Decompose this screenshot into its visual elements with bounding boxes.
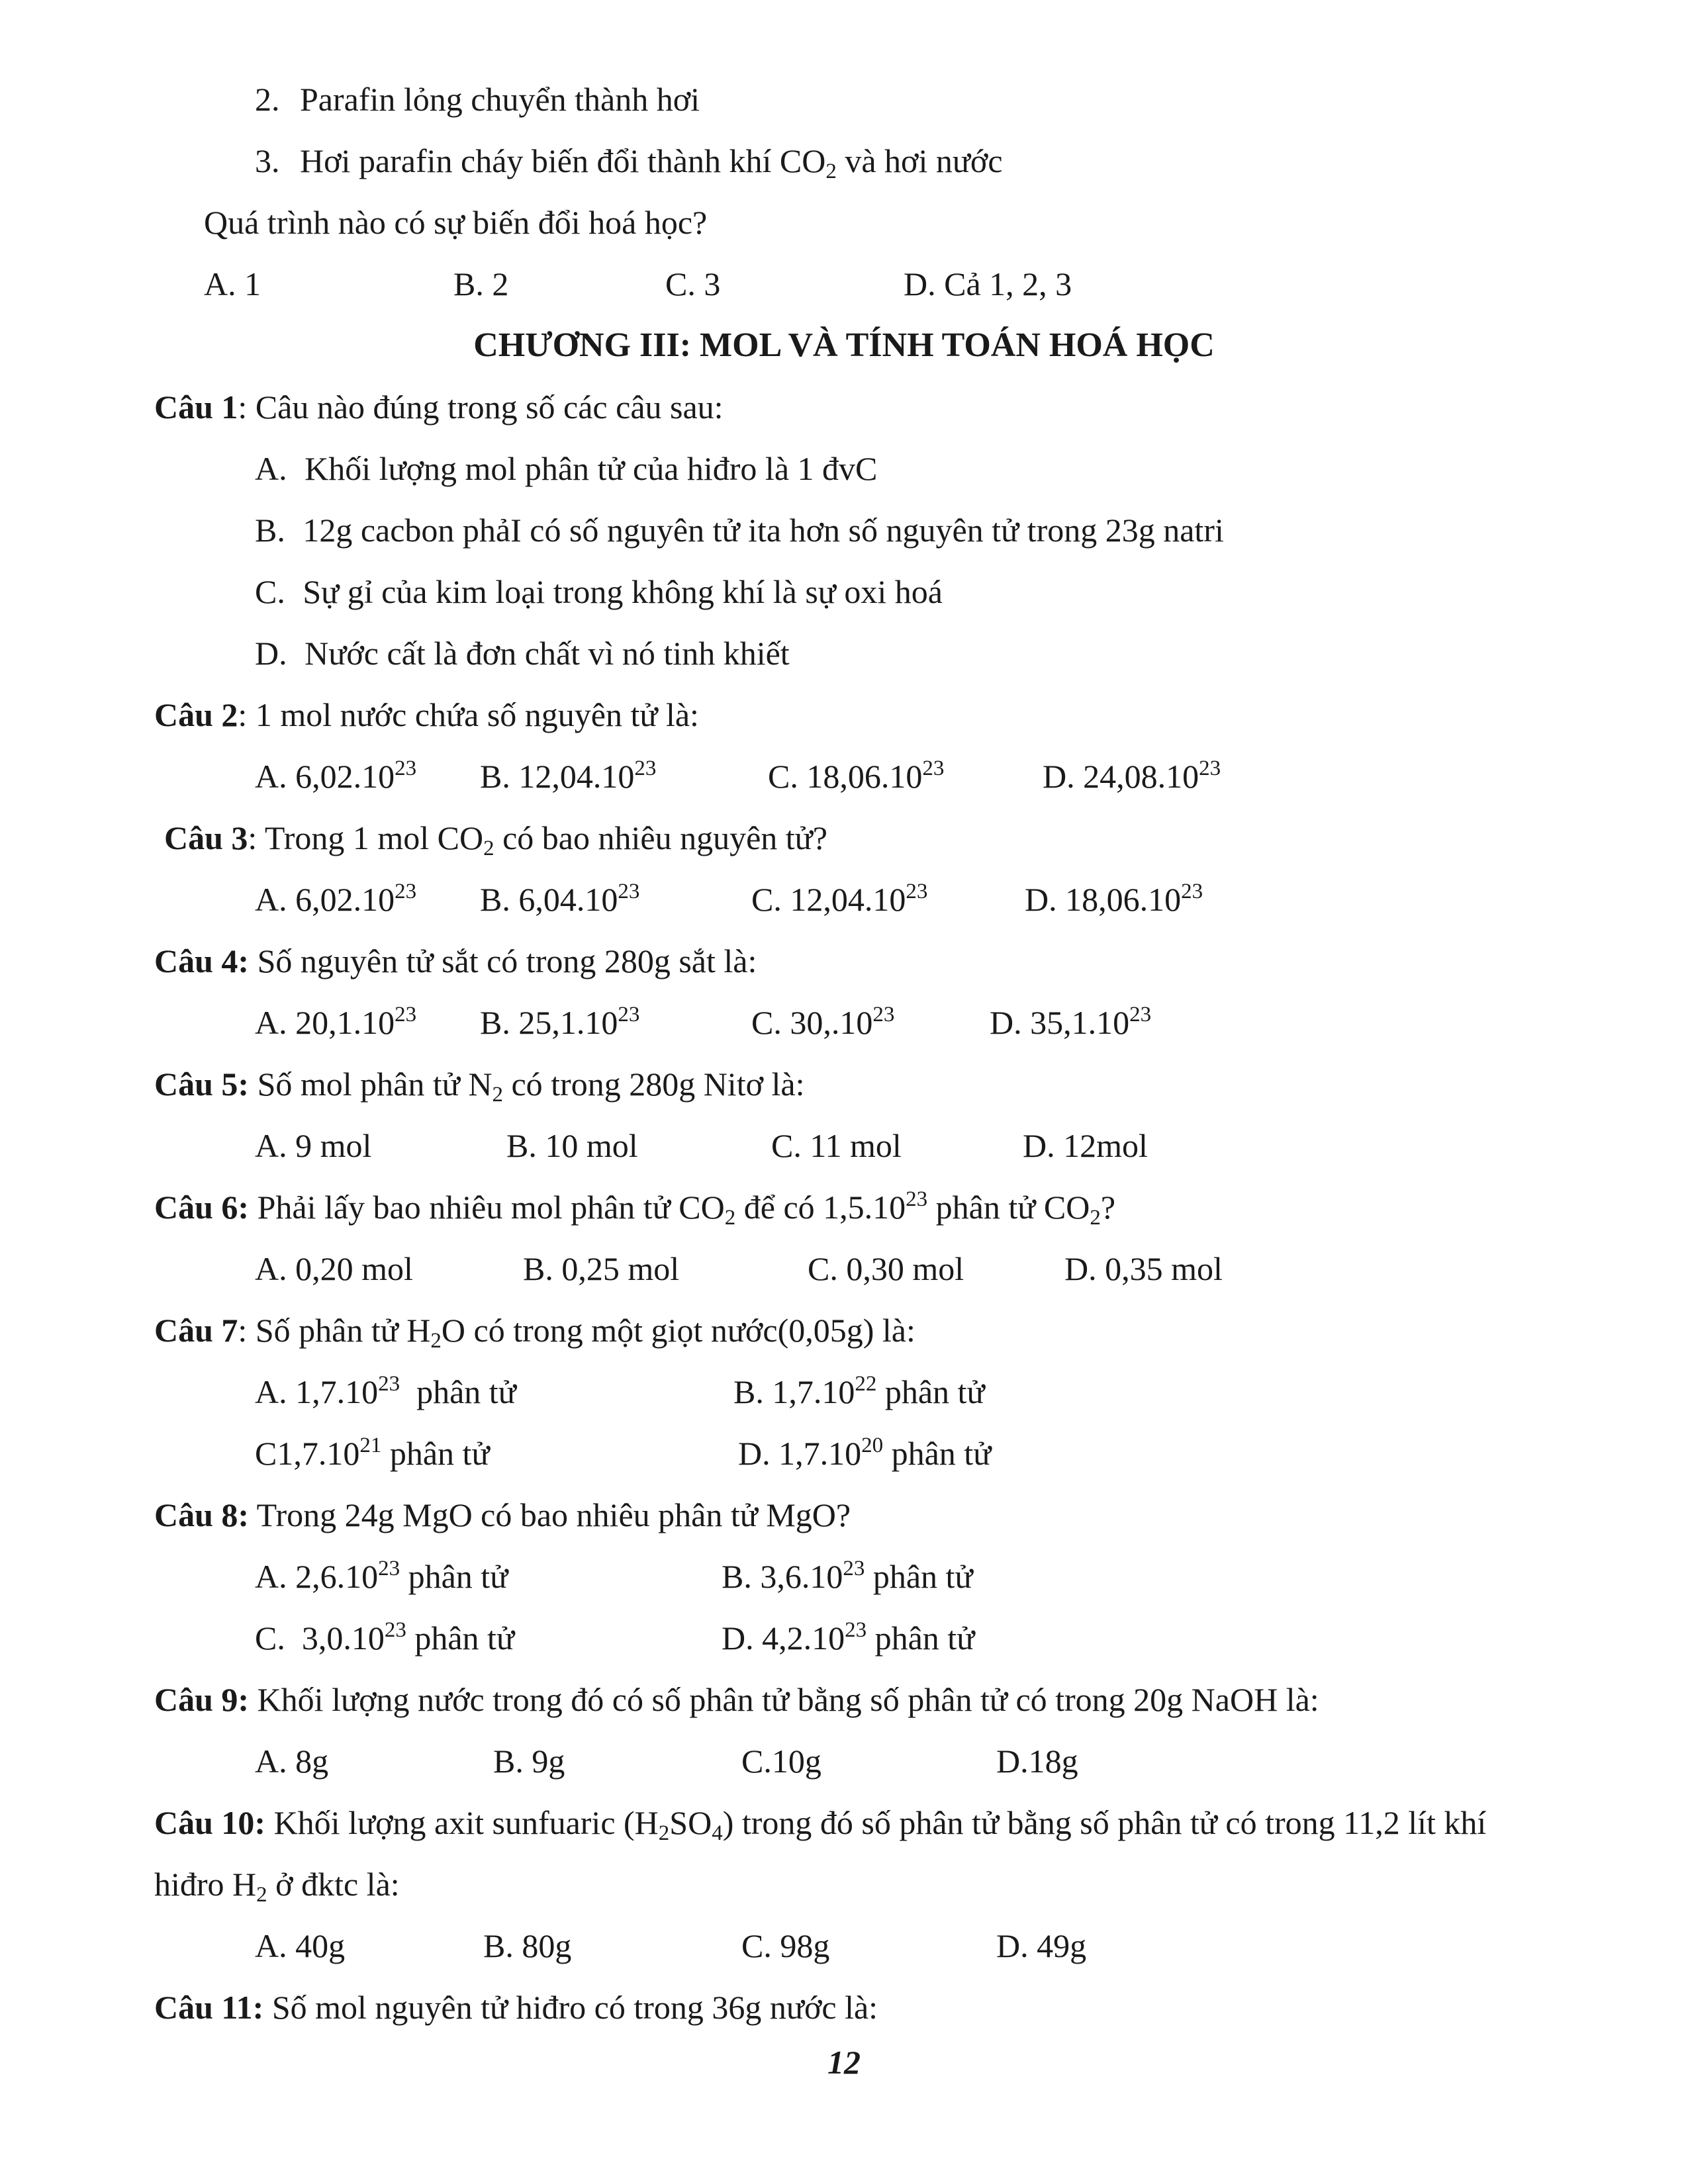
q3-option-d: D. 18,06.10$^{23}$ [1025,880,1203,918]
question-8: Câu 8: Trong 24g MgO có bao nhiêu phân tử MgO? [154,1496,851,1533]
q4-option-b: B. 25,1.10$^{23}$ [480,1003,640,1041]
q8-option-a: A. 2,6.10$^{23}$ phân tử [255,1557,508,1595]
q9-option-b: B. 9g [493,1743,565,1780]
q4-option-d: D. 35,1.10$^{23}$ [990,1003,1152,1041]
q3-option-a: A. 6,02.10$^{23}$ [255,880,417,918]
prev-option-d: D. Cả 1, 2, 3 [904,265,1072,302]
q2-option-b: B. 12,04.10$^{23}$ [480,756,657,795]
question-6: Câu 6: Phải lấy bao nhiêu mol phân tử $CO_2$ để có 1,5.10$^{23}$ phân tử $CO_2$? [154,1187,1116,1230]
q4-option-c: C. 30,.10$^{23}$ [751,1003,895,1041]
prev-item-3: 3. Hơi parafin cháy biến đổi thành khí $CO_2$ và hơi nước [255,142,1003,183]
q2-option-d: D. 24,08.10$^{23}$ [1043,756,1221,795]
q1-option-d: D. Nước cất là đơn chất vì nó tinh khiết [255,635,790,672]
question-5: Câu 5: Số mol phân tử $N_2$ có trong 280g Nitơ là: [154,1066,805,1107]
q1-option-c: C. Sự gỉ của kim loại trong không khí là sự oxi hoá [255,573,943,610]
q5-option-c: C. 11 mol [771,1127,902,1164]
q4-option-a: A. 20,1.10$^{23}$ [255,1003,417,1041]
q6-option-c: C. 0,30 mol [808,1250,964,1287]
question-1: Câu 1: Câu nào đúng trong số các câu sau: [154,388,724,426]
q7-option-b: B. 1,7.10$^{22}$ phân tử [733,1372,985,1410]
q2-option-a: A. 6,02.10$^{23}$ [255,756,417,795]
question-10: Câu 10: Khối lượng axit sunfuaric $(H_2SO_4)$ trong đó số phân tử bằng số phân tử có trong 11,2 lít khí [154,1804,1487,1845]
prev-option-a: A. 1 [204,265,261,302]
prev-question: Quá trình nào có sự biến đổi hoá học? [204,204,708,241]
q9-option-a: A. 8g [255,1743,329,1780]
prev-option-b: B. 2 [453,265,509,302]
chapter-title: CHƯƠNG III: MOL VÀ TÍNH TOÁN HOÁ HỌC [473,326,1215,364]
q10-option-c: C. 98g [741,1927,830,1964]
prev-option-c: C. 3 [665,265,721,302]
q6-option-a: A. 0,20 mol [255,1250,413,1287]
q5-option-d: D. 12mol [1023,1127,1148,1164]
q7-option-d: D. 1,7.10$^{20}$ phân tử [738,1433,992,1472]
q6-option-d: D. 0,35 mol [1064,1250,1223,1287]
q8-option-d: D. 4,2.10$^{23}$ phân tử [722,1618,975,1657]
q8-option-c: C. 3,0.10$^{23}$ phân tử [255,1618,515,1657]
q10-option-b: B. 80g [483,1927,572,1964]
question-10-line-2: hiđro $H_2$ ở đktc là: [154,1866,400,1907]
question-9: Câu 9: Khối lượng nước trong đó có số phân tử bằng số phân tử có trong 20g NaOH là: [154,1681,1319,1718]
question-4: Câu 4: Số nguyên tử sắt có trong 280g sắt là: [154,942,757,979]
q7-option-a: A. 1,7.10$^{23}$ phân tử [255,1372,516,1410]
q3-option-b: B. 6,04.10$^{23}$ [480,880,640,918]
q9-option-c: C.10g [741,1743,821,1780]
prev-item-2: 2. Parafin lỏng chuyển thành hơi [255,81,700,118]
question-11: Câu 11: Số mol nguyên tử hiđro có trong 36g nước là: [154,1989,878,2026]
q2-option-c: C. 18,06.10$^{23}$ [768,756,945,795]
question-2: Câu 2: 1 mol nước chứa số nguyên tử là: [154,696,699,733]
question-3: Câu 3: Trong 1 mol $CO_2$ có bao nhiêu nguyên tử? [164,819,827,860]
q10-option-d: D. 49g [996,1927,1087,1964]
page-number: 12 [827,2044,861,2081]
q8-option-b: B. 3,6.10$^{23}$ phân tử [722,1557,973,1595]
q5-option-b: B. 10 mol [506,1127,638,1164]
q6-option-b: B. 0,25 mol [523,1250,680,1287]
q7-option-c: C1,7.10$^{21}$ phân tử [255,1433,490,1472]
q10-option-a: A. 40g [255,1927,346,1964]
question-7: Câu 7: Số phân tử $H_2O$ có trong một giọt nước(0,05g) là: [154,1312,915,1353]
q1-option-b: B. 12g cacbon phảI có số nguyên tử ita hơn số nguyên tử trong 23g natri [255,512,1224,549]
q9-option-d: D.18g [996,1743,1078,1780]
q5-option-a: A. 9 mol [255,1127,372,1164]
q3-option-c: C. 12,04.10$^{23}$ [751,880,928,918]
q1-option-a: A. Khối lượng mol phân tử của hiđro là 1 đvC [255,450,878,487]
